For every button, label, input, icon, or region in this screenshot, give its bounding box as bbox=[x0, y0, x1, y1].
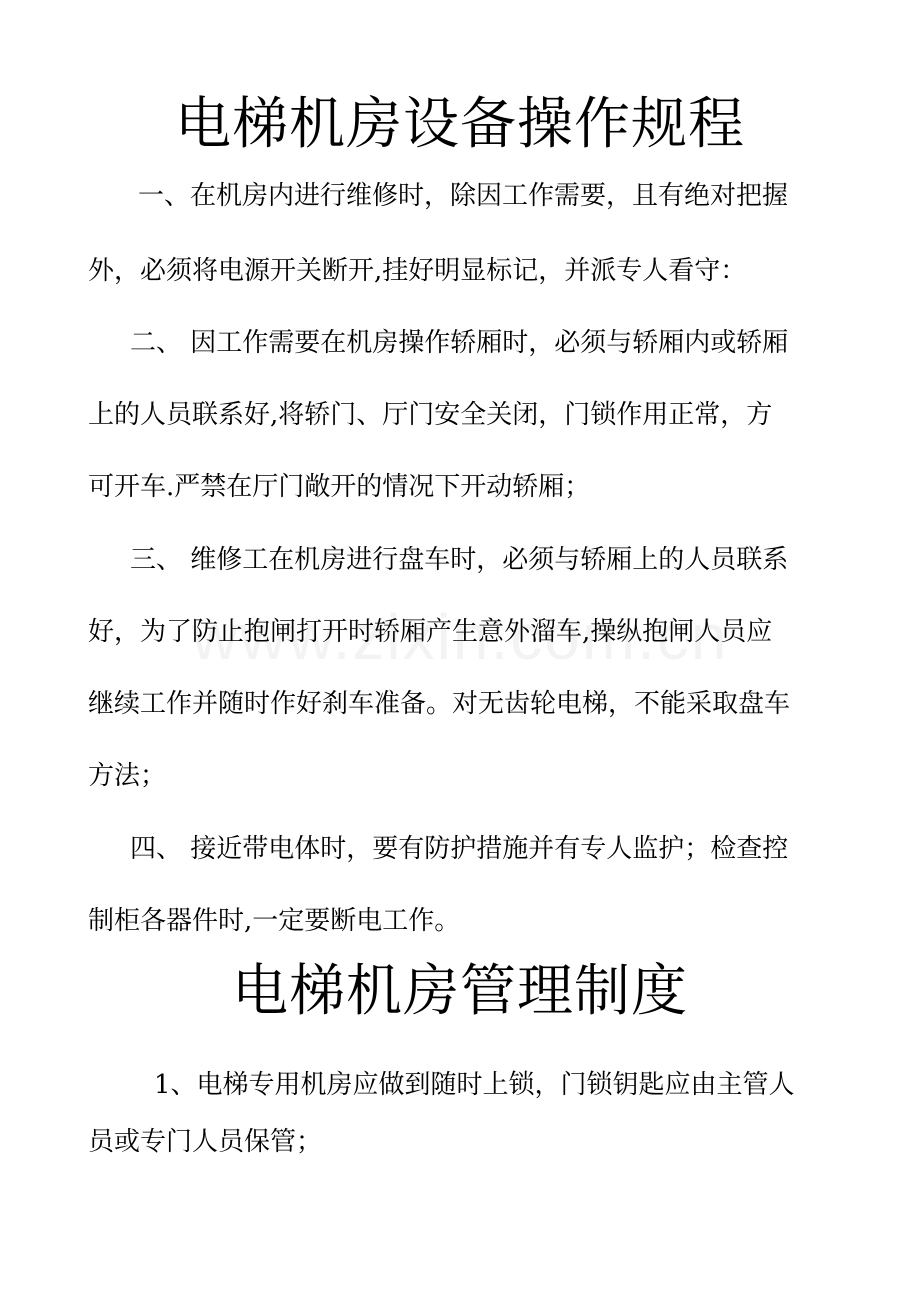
section1-line-1: 一、在机房内进行维修时，除因工作需要，且有绝对把握 bbox=[138, 181, 789, 211]
section1-line-4: 上的人员联系好,将轿门、厅门安全关闭，门锁作用正常，方 bbox=[88, 400, 773, 430]
section1-line-3: 二、 因工作需要在机房操作轿厢时，必须与轿厢内或轿厢 bbox=[130, 328, 789, 358]
section1-line-6: 三、 维修工在机房进行盘车时，必须与轿厢上的人员联系 bbox=[130, 545, 789, 575]
section1-line-10: 四、 接近带电体时，要有防护措施并有专人监护；检查控 bbox=[130, 834, 789, 864]
section2-title: 电梯机房管理制度 bbox=[232, 959, 688, 1024]
section1-title: 电梯机房设备操作规程 bbox=[175, 92, 745, 157]
section1-line-11: 制柜各器件时,一定要断电工作。 bbox=[88, 906, 461, 936]
section1-line-9: 方法； bbox=[88, 761, 167, 791]
section1-line-2: 外，必须将电源开关断开,挂好明显标记，并派专人看守： bbox=[88, 256, 747, 286]
section2-line-2: 员或专门人员保管； bbox=[88, 1127, 323, 1157]
section2-line-1: 1、电梯专用机房应做到随时上锁，门锁钥匙应由主管人 bbox=[154, 1070, 795, 1100]
section1-line-7: 好，为了防止抱闸打开时轿厢产生意外溜车,操纵抱闸人员应 bbox=[88, 617, 773, 647]
section1-line-5: 可开车.严禁在厅门敞开的情况下开动轿厢； bbox=[88, 472, 591, 502]
section1-line-8: 继续工作并随时作好刹车准备。对无齿轮电梯，不能采取盘车 bbox=[88, 689, 791, 719]
